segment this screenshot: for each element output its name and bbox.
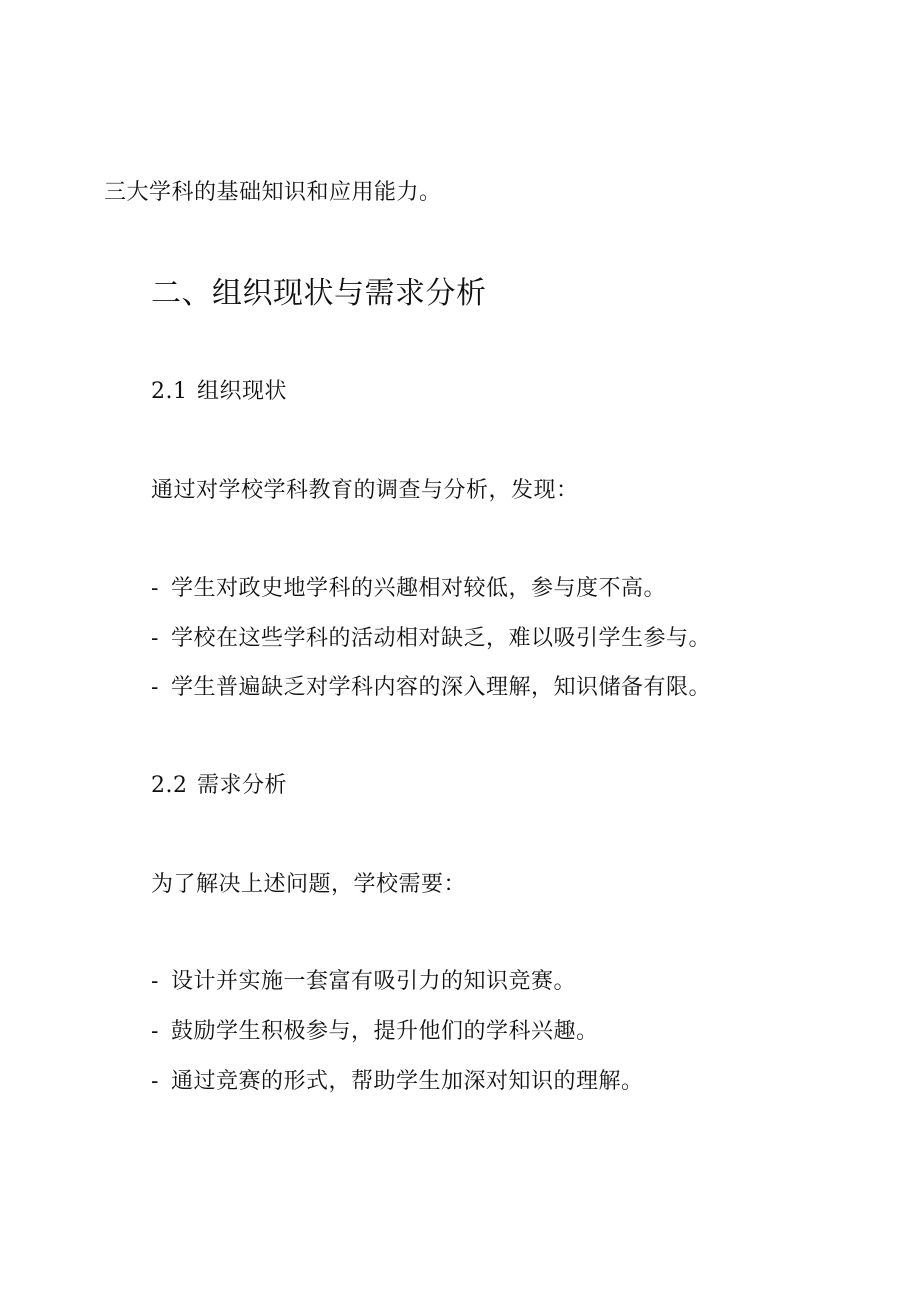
subsection-title: 需求分析 (197, 773, 288, 798)
list-item (151, 574, 666, 604)
list-item (151, 1067, 644, 1097)
bullet-marker: - (151, 626, 159, 651)
subsection-title: 组织现状 (197, 379, 288, 404)
bullet-marker: - (151, 675, 159, 700)
list-item-text: 设计并实施一套富有吸引力的知识竞赛。 (171, 969, 577, 994)
subsection-number: 2.1 (151, 379, 188, 404)
bullet-marker: - (151, 1069, 159, 1094)
continuation-text: 三大学科的基础知识和应用能力。 (104, 180, 442, 205)
paragraph-intro-2-2: 为了解决上述问题，学校需要： (151, 872, 467, 897)
list-item-text: 鼓励学生积极参与，提升他们的学科兴趣。 (171, 1019, 599, 1044)
bullet-marker: - (151, 1019, 159, 1044)
bullet-marker: - (151, 969, 159, 994)
subsection-heading-2-1 (151, 377, 287, 407)
list-item-text: 学生对政史地学科的兴趣相对较低，参与度不高。 (171, 576, 667, 601)
subsection-heading-2-2 (151, 771, 287, 801)
list-item (151, 1017, 599, 1047)
section-heading: 二、组织现状与需求分析 (151, 276, 487, 311)
bullet-marker: - (151, 576, 159, 601)
list-item (151, 673, 711, 703)
list-item-text: 学校在这些学科的活动相对缺乏，难以吸引学生参与。 (171, 626, 712, 651)
list-item (151, 967, 576, 997)
paragraph-intro-2-1: 通过对学校学科教育的调查与分析，发现： (151, 478, 579, 503)
list-item (151, 624, 711, 654)
list-item-text: 学生普遍缺乏对学科内容的深入理解，知识储备有限。 (171, 675, 712, 700)
list-item-text: 通过竞赛的形式，帮助学生加深对知识的理解。 (171, 1069, 644, 1094)
subsection-number: 2.2 (151, 773, 188, 798)
